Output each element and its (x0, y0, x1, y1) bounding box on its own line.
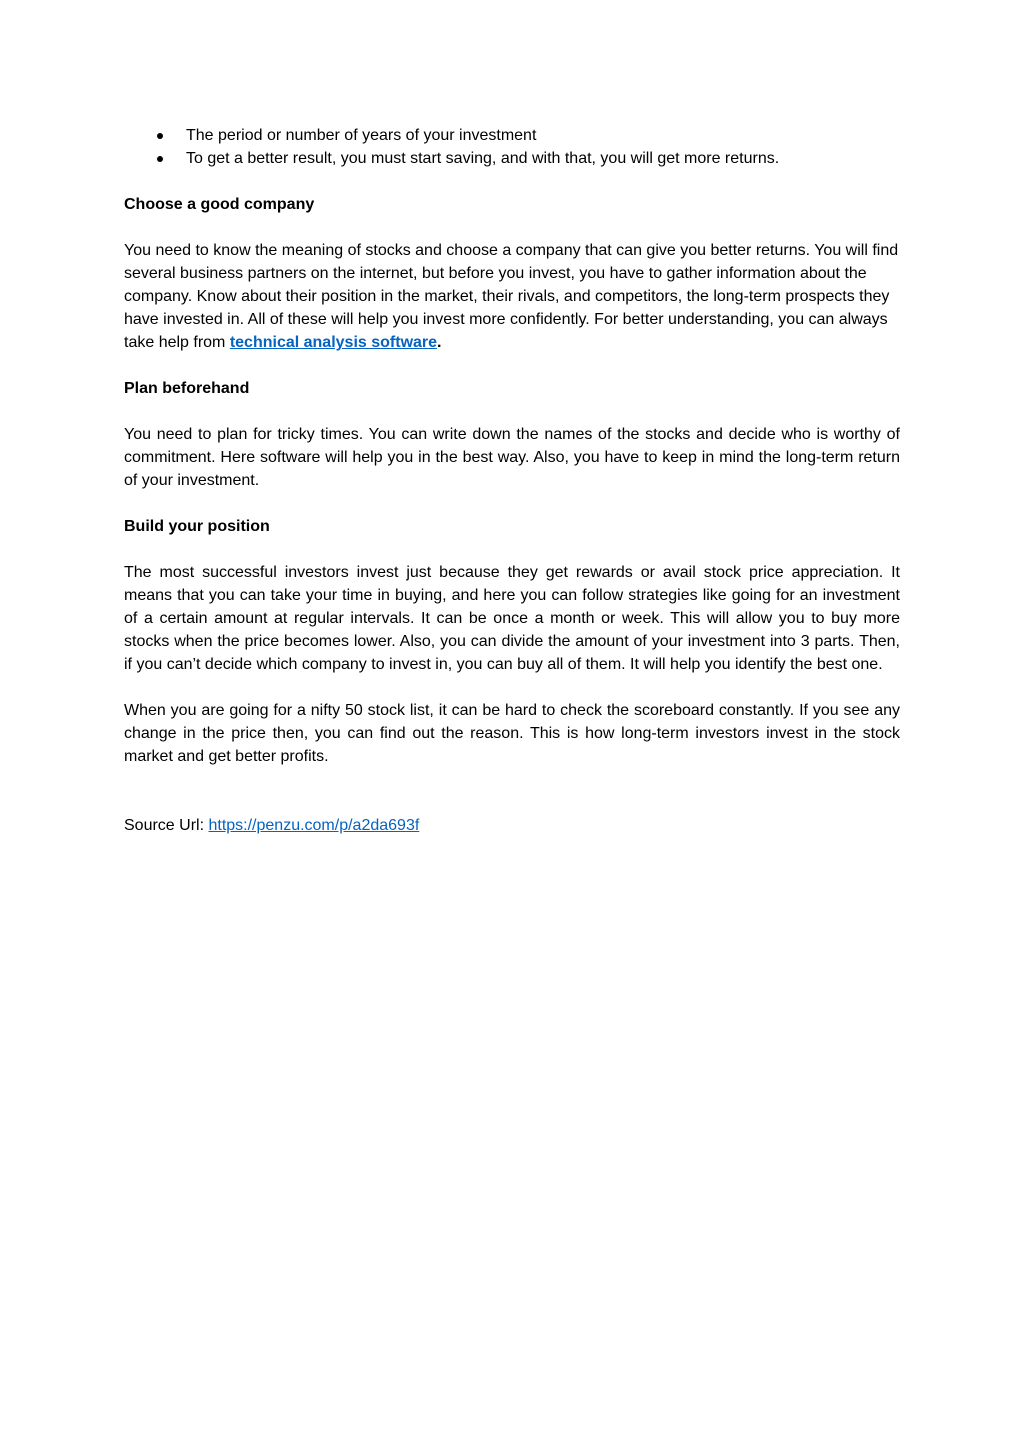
bullet-dot-icon (157, 133, 163, 139)
document-page (124, 124, 900, 837)
section-heading-build-position: Build your position (124, 518, 270, 535)
section-heading-plan-beforehand: Plan beforehand (124, 380, 250, 397)
source-label: Source Url: (124, 817, 209, 834)
bullet-text: To get a better result, you must start saving, and with that, you will get more returns. (186, 150, 780, 167)
bullet-dot-icon (157, 156, 163, 162)
bullet-list (124, 124, 900, 170)
bullet-item (124, 147, 900, 170)
bullet-text: The period or number of years of your investment (186, 127, 537, 144)
source-line (124, 814, 900, 837)
section-heading-choose-company: Choose a good company (124, 196, 315, 213)
bullet-item (124, 124, 900, 147)
paragraph-plan-beforehand: You need to plan for tricky times. You can write down the names of the stocks and decide who is worthy of commitment. Here software will help you in the best way. Also, you have to keep in mind the long-term return of your investment. (124, 426, 900, 489)
technical-analysis-software-link[interactable]: technical analysis software (229, 334, 438, 351)
paragraph-nifty-50: When you are going for a nifty 50 stock list, it can be hard to check the scoreboard constantly. If you see any change in the price then, you can find out the reason. This is how long-term investors invest in the stock market and get better profits. (124, 702, 900, 765)
paragraph-period: . (437, 334, 442, 351)
paragraph-choose-company (124, 239, 900, 354)
paragraph-text: You need to know the meaning of stocks and choose a company that can give you better returns. You will find several business partners on the internet, but before you invest, you have to gather information about the company. Know about their position in the market, their rivals, and competitors, the long-term prospects they have invested in. All of these will help you invest more confidently. For better understanding, you can always take help from (124, 242, 899, 351)
paragraph-build-position: The most successful investors invest just because they get rewards or avail stock price appreciation. It means that you can take your time in buying, and here you can follow strategies like going for an investment of a certain amount at regular intervals. It can be once a month or week. This will allow you to buy more stocks when the price becomes lower. Also, you can divide the amount of your investment into 3 parts. Then, if you can’t decide which company to invest in, you can buy all of them. It will help you identify the best one. (124, 564, 900, 673)
source-url-link[interactable]: https://penzu.com/p/a2da693f (208, 817, 420, 834)
